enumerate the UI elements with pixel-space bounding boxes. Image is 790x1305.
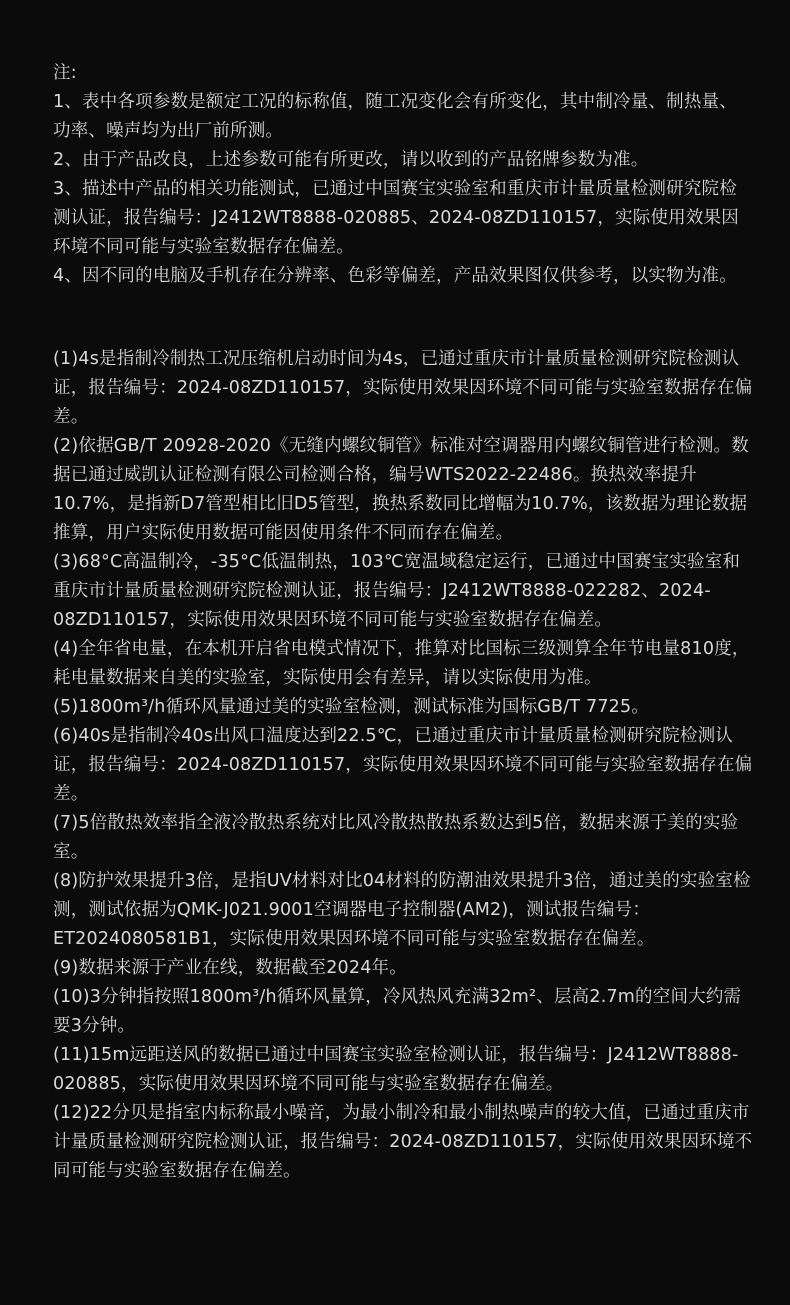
footnote-item-3: (3)68°C高温制冷，-35°C低温制热，103℃宽温域稳定运行，已通过中国赛宝实验室和重庆市计量质量检测研究院检测认证，报告编号：J2412WT8888-022282、2024-08ZD110157，实际使用效果因环境不同可能与实验室数据存在偏差。 bbox=[53, 552, 741, 630]
footnote-item-7: (7)5倍散热效率指全液冷散热系统对比风冷散热散热系数达到5倍，数据来源于美的实验室。 bbox=[53, 813, 739, 862]
footnote-item-1: (1)4s是指制冷制热工况压缩机启动时间为4s，已通过重庆市计量质量检测研究院检测认证，报告编号：2024-08ZD110157，实际使用效果因环境不同可能与实验室数据存在偏差。 bbox=[53, 349, 753, 427]
note-item-3: 3、描述中产品的相关功能测试，已通过中国赛宝实验室和重庆市计量质量检测研究院检测认证，报告编号：J2412WT8888-020885、2024-08ZD110157，实际使用效果因环境不同可能与实验室数据存在偏差。 bbox=[53, 179, 739, 257]
disclaimer-page bbox=[53, 59, 753, 1186]
notes-heading: 注: bbox=[53, 63, 77, 83]
footnote-item-4: (4)全年省电量，在本机开启省电模式情况下，推算对比国标三级测算全年节电量810度，耗电量数据来自美的实验室，实际使用会有差异，请以实际使用为准。 bbox=[53, 639, 750, 688]
footnote-item-5: (5)1800m³/h循环风量通过美的实验室检测，测试标准为国标GB/T 7725。 bbox=[53, 697, 650, 717]
footnote-item-12: (12)22分贝是指室内标称最小噪音，为最小制冷和最小制热噪声的较大值，已通过重庆市计量质量检测研究院检测认证，报告编号：2024-08ZD110157，实际使用效果因环境不同可能与实验室数据存在偏差。 bbox=[53, 1103, 753, 1181]
footnote-item-6: (6)40s是指制冷40s出风口温度达到22.5℃，已通过重庆市计量质量检测研究院检测认证，报告编号：2024-08ZD110157，实际使用效果因环境不同可能与实验室数据存在偏差。 bbox=[53, 726, 753, 804]
footnote-item-11: (11)15m远距送风的数据已通过中国赛宝实验室检测认证，报告编号：J2412WT8888-020885，实际使用效果因环境不同可能与实验室数据存在偏差。 bbox=[53, 1045, 739, 1094]
note-item-2: 2、由于产品改良，上述参数可能有所更改，请以收到的产品铭牌参数为准。 bbox=[53, 150, 649, 170]
footnotes-section bbox=[53, 345, 753, 1186]
note-item-1: 1、表中各项参数是额定工况的标称值，随工况变化会有所变化，其中制冷量、制热量、功率、噪声均为出厂前所测。 bbox=[53, 92, 737, 141]
note-item-4: 4、因不同的电脑及手机存在分辨率、色彩等偏差，产品效果图仅供参考，以实物为准。 bbox=[53, 266, 737, 286]
footnote-item-2: (2)依据GB/T 20928-2020《无缝内螺纹铜管》标准对空调器用内螺纹铜管进行检测。数据已通过威凯认证检测有限公司检测合格，编号WTS2022-22486。换热效率提升10.7%，是指新D7管型相比旧D5管型，换热系数同比增幅为10.7%，该数据为理论数据推算，用户实际使用数据可能因使用条件不同而存在偏差。 bbox=[53, 436, 749, 543]
footnote-item-9: (9)数据来源于产业在线，数据截至2024年。 bbox=[53, 958, 407, 978]
footnote-item-8: (8)防护效果提升3倍，是指UV材料对比04材料的防潮油效果提升3倍，通过美的实验室检测，测试依据为QMK-J021.9001空调器电子控制器(AM2)，测试报告编号：ET2024080581B1，实际使用效果因环境不同可能与实验室数据存在偏差。 bbox=[53, 871, 751, 949]
notes-section bbox=[53, 59, 753, 291]
footnote-item-10: (10)3分钟指按照1800m³/h循环风量算，冷风热风充满32m²、层高2.7m的空间大约需要3分钟。 bbox=[53, 987, 742, 1036]
